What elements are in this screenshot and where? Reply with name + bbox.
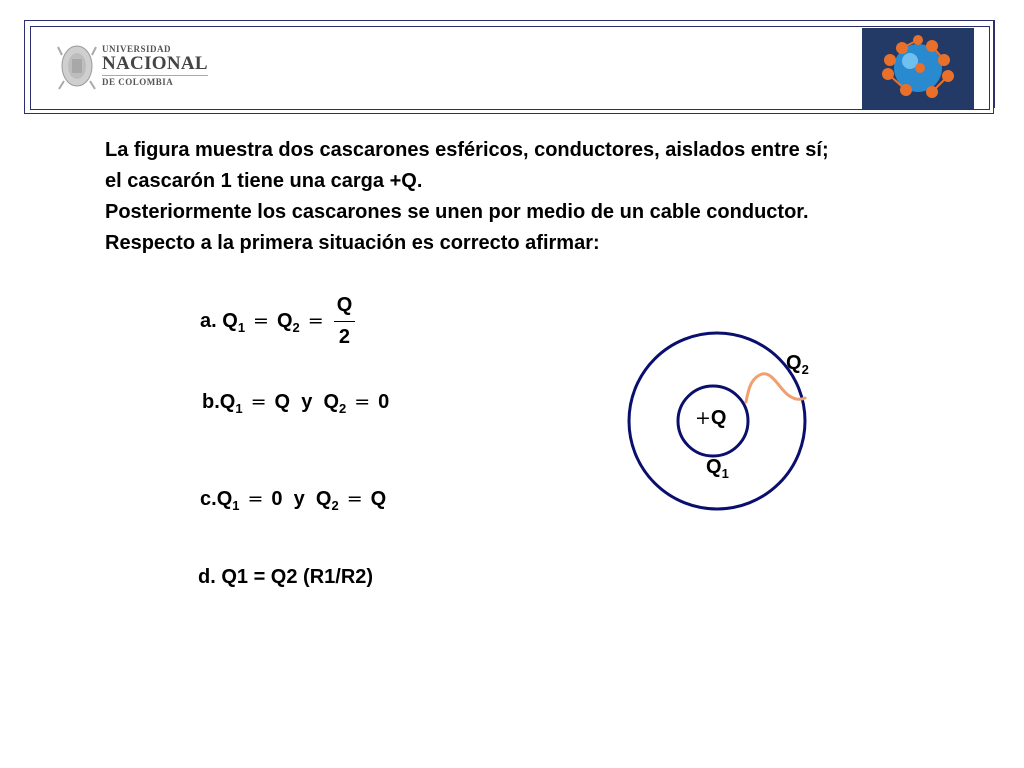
question-line-3: Posteriormente los cascarones se unen por medio de un cable conductor. [105, 201, 809, 223]
option-b-eq-2: = [354, 391, 371, 413]
inner-charge: Q [710, 407, 727, 429]
logo-line-1: UNIVERSIDAD [102, 44, 172, 54]
option-a-q1: $Q_1$ [222, 309, 246, 335]
logo-line-2: NACIONAL [102, 53, 208, 74]
q1-label: $Q_1$ [706, 456, 729, 481]
option-a-fraction [334, 294, 356, 349]
option-b-q1: $Q_1$ [219, 391, 243, 416]
option-c-prefix: c. [200, 488, 217, 510]
option-c-q1: $Q_1$ [216, 488, 240, 513]
option-c[interactable] [200, 488, 386, 513]
option-a-q2: $Q_2$ [276, 309, 300, 335]
logo-rule [102, 75, 208, 76]
inner-charge-label [695, 407, 726, 430]
option-b-v1: Q [274, 391, 291, 413]
question-text [105, 135, 985, 259]
option-c-q2: $Q_2$ [315, 488, 339, 513]
q2-label: $Q_2$ [786, 352, 809, 377]
fraction-denominator: 2 [338, 326, 351, 348]
coat-of-arms-icon [56, 37, 98, 95]
question-line-2: el cascarón 1 tiene una carga +Q. [105, 170, 423, 192]
option-c-y: y [293, 488, 305, 510]
option-c-eq-2: = [346, 488, 363, 510]
logo-line-3: DE COLOMBIA [102, 77, 174, 87]
molecule-icon [862, 28, 974, 109]
option-b-prefix: b. [202, 391, 220, 413]
option-a[interactable] [200, 294, 355, 349]
option-c-v1: 0 [271, 488, 283, 510]
option-a-eq-1: = [253, 309, 269, 332]
question-line-4: Respecto a la primera situación es correcto afirmar: [105, 232, 600, 254]
option-b-y: y [301, 391, 313, 413]
university-logo [56, 34, 216, 98]
question-line-1: La figura muestra dos cascarones esféricos, conductores, aislados entre sí; [105, 139, 829, 161]
option-b-eq-1: = [250, 391, 267, 413]
header-divider [994, 20, 995, 108]
option-a-prefix: a. [200, 309, 217, 332]
connecting-wire [746, 374, 805, 402]
plus-sign: + [695, 407, 711, 429]
fraction-numerator: Q [334, 294, 356, 322]
option-b-v2: 0 [378, 391, 390, 413]
option-a-eq-2: = [307, 309, 324, 332]
option-c-v2: Q [370, 488, 387, 510]
option-b-q2: $Q_2$ [323, 391, 347, 416]
option-c-eq-1: = [247, 488, 264, 510]
option-b[interactable] [202, 391, 389, 416]
option-d[interactable]: d. Q1 = Q2 (R1/R2) [198, 566, 374, 588]
molecule-image [862, 28, 974, 109]
